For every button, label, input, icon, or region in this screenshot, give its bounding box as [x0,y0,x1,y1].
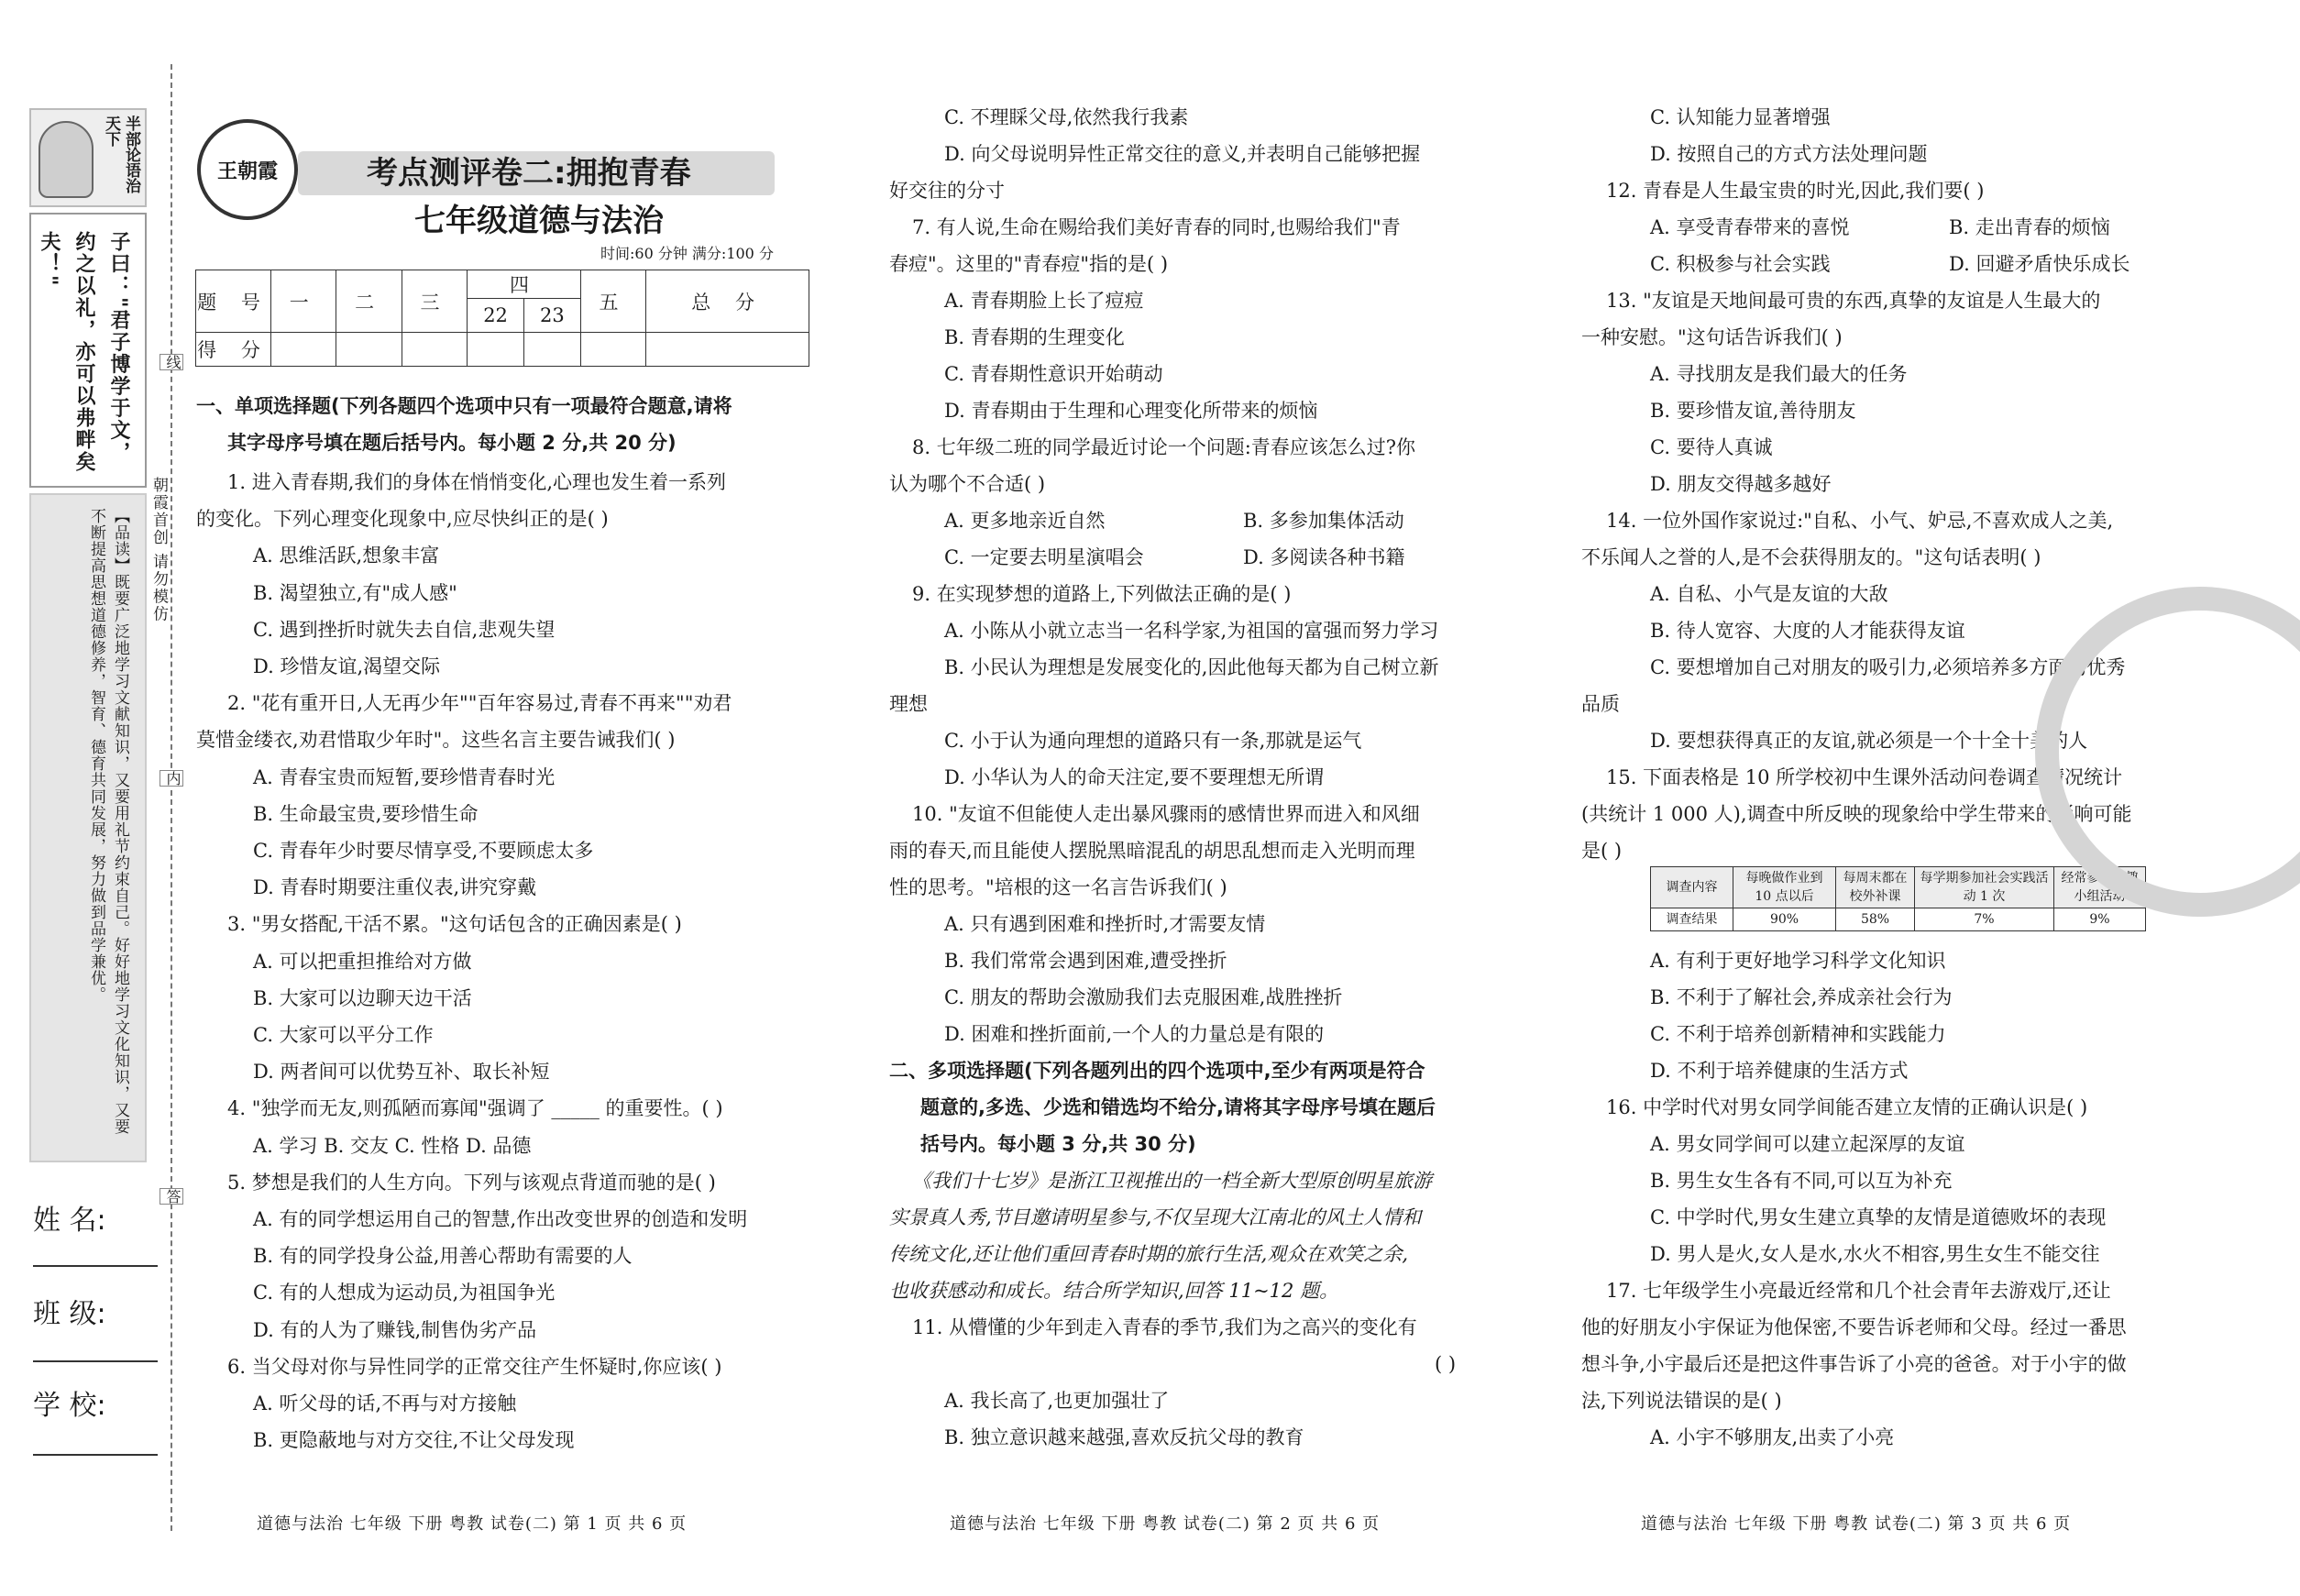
school-field-line[interactable] [33,1454,158,1456]
answer-option: D. 小华认为人的命天注定,要不要理想无所谓 [944,766,1325,788]
question-stem-continued: 春痘"。这里的"青春痘"指的是( ) [889,253,1169,275]
question-stem-continued: 性的思考。"培根的这一名言告诉我们( ) [889,876,1227,898]
score-sub-header: 22 [468,299,524,333]
survey-value: 58% [1836,908,1915,931]
answer-option: A. 我长高了,也更加强壮了 [944,1390,1170,1412]
answer-option: B. 不利于了解社会,养成亲社会行为 [1650,986,1953,1008]
answer-option: D. 有的人为了赚钱,制售伪劣产品 [253,1318,537,1341]
question-stem: 1. 进入青春期,我们的身体在悄悄变化,心理也发生着一系列 [227,471,727,493]
cut-line [171,64,172,1531]
answer-option: A. 自私、小气是友谊的大敌 [1650,583,1888,605]
answer-option: A. 有利于更好地学习科学文化知识 [1650,950,1946,972]
score-cell[interactable] [646,333,809,367]
survey-table [1650,866,2146,931]
answer-option: C. 积极参与社会实践 [1650,253,1831,275]
question-stem-continued: 想斗争,小宇最后还是把这件事告诉了小亮的爸爸。对于小宇的做 [1581,1353,2127,1375]
answer-option: A. 学习 B. 交友 C. 性格 D. 品德 [253,1134,532,1157]
answer-option: B. 男生女生各有不同,可以互为补充 [1650,1170,1953,1192]
survey-row-label: 调查结果 [1651,908,1733,931]
answer-option: C. 大家可以平分工作 [253,1024,434,1046]
score-header-cell: 题 号 [196,270,271,333]
answer-option: D. 青春期由于生理和心理变化所带来的烦恼 [944,400,1318,422]
answer-option: B. 更隐蔽地与对方交往,不让父母发现 [253,1429,575,1452]
score-cell[interactable] [580,333,645,367]
question-stem-continued: 雨的春天,而且能使人摆脱黑暗混乱的胡思乱想而走入光明而理 [889,840,1415,862]
score-header-cell: 二 [336,270,402,333]
survey-value: 7% [1915,908,2054,931]
question-stem: 13. "友谊是天地间最可贵的东西,真挚的友谊是人生最大的 [1606,290,2101,312]
answer-option: D. 青春时期要注重仪表,讲究穿戴 [253,876,537,899]
sidebar-motto-box [29,108,147,207]
answer-option: A. 更多地亲近自然 [944,510,1106,532]
logo-text: 王朝霞 [216,160,278,183]
score-header-cell: 五 [580,270,645,333]
cut-tag-2: 内 [160,770,183,787]
question-stem: 12. 青春是人生最宝贵的时光,因此,我们要( ) [1606,180,1985,202]
cut-tag-3: 答 [160,1188,183,1205]
answer-option: A. 青春期脸上长了痘痘 [944,290,1144,312]
score-cell[interactable] [271,333,336,367]
sidebar-reading-box [29,493,147,1162]
passage-text: 实景真人秀,节目邀请明星参与,不仅呈现大江南北的风土人情和 [889,1206,1422,1228]
section2-heading: 二、多项选择题(下列各题列出的四个选项中,至少有两项是符合 [889,1060,1425,1082]
answer-option: A. 青春宝贵而短暂,要珍惜青春时光 [253,765,556,788]
answer-option: C. 认知能力显著增强 [1650,106,1831,128]
answer-bracket: ( ) [1435,1353,1457,1375]
answer-option: C. 不理睬父母,依然我行我素 [944,106,1189,128]
passage-text: 也收获感动和成长。结合所学知识,回答 11~12 题。 [889,1280,1339,1302]
question-stem: 5. 梦想是我们的人生方向。下列与该观点背道而驰的是( ) [227,1171,716,1194]
score-row-label: 得 分 [196,333,271,367]
question-stem-continued: 品质 [1581,693,1620,715]
score-header-cell: 三 [402,270,467,333]
answer-option: A. 只有遇到困难和挫折时,才需要友情 [944,913,1266,935]
answer-option: C. 不利于培养创新精神和实践能力 [1650,1023,1946,1045]
question-stem-continued: 他的好朋友小宇保证为他保密,不要告诉老师和父母。经过一番思 [1581,1316,2127,1338]
answer-option: B. 独立意识越来越强,喜欢反抗父母的教育 [944,1426,1304,1448]
name-label: 姓 名: [33,1205,106,1237]
answer-option: C. 要想增加自己对朋友的吸引力,必须培养多方面的优秀 [1650,656,2126,678]
answer-option: B. 青春期的生理变化 [944,326,1125,348]
answer-option: A. 寻找朋友是我们最大的任务 [1650,363,1908,385]
section1-heading: 其字母序号填在题后括号内。每小题 2 分,共 20 分) [227,432,677,454]
answer-option: C. 一定要去明星演唱会 [944,546,1144,568]
reading-note: 【品读】既要广泛地学习文献知识，又要用礼节约束自己。好好地学习文化知识，又要不断提高思想道德修养，智育、德育共同发展，努力做到品学兼优。 [87,508,129,1135]
answer-option: B. 要珍惜友谊,善待朋友 [1650,400,1856,422]
answer-option: D. 朋友交得越多越好 [1650,473,1832,495]
answer-option: B. 多参加集体活动 [1243,510,1404,532]
question-stem: 7. 有人说,生命在赐给我们美好青春的同时,也赐给我们"青 [912,216,1401,238]
answer-option: A. 小陈从小就立志当一名科学家,为祖国的富强而努力学习 [944,620,1439,642]
question-stem: 17. 七年级学生小亮最近经常和几个社会青年去游戏厅,还让 [1606,1280,2111,1302]
answer-option: B. 渴望独立,有"成人感" [253,581,457,604]
paper-title: 考点测评卷二:拥抱青春 [367,155,691,192]
passage-text: 传统文化,还让他们重回青春时期的旅行生活,观众在欢笑之余, [889,1243,1409,1265]
section2-heading: 题意的,多选、少选和错选均不给分,请将其字母序号填在题后 [920,1096,1436,1118]
answer-option: B. 我们常常会遇到困难,遭受挫折 [944,950,1227,972]
survey-value: 90% [1733,908,1836,931]
score-header-cell: 一 [271,270,336,333]
copyright-note: 朝霞首创 请勿模仿 [149,477,168,623]
answer-option: B. 走出青春的烦恼 [1949,216,2110,238]
answer-option: A. 听父母的话,不再与对方接触 [253,1392,517,1414]
answer-option: B. 有的同学投身公益,用善心帮助有需要的人 [253,1245,633,1268]
survey-value: 9% [2054,908,2146,931]
section2-heading: 括号内。每小题 3 分,共 30 分) [920,1133,1196,1155]
question-stem-continued: 理想 [889,693,928,715]
answer-option: A. 思维活跃,想象丰富 [253,545,440,567]
question-stem: 2. "花有重开日,人无再少年""百年容易过,青春不再来""劝君 [227,692,732,715]
motto-text: 半部论语治天下 [102,116,140,193]
question-stem: 3. "男女搭配,干活不累。"这句话包含的正确因素是( ) [227,913,682,936]
answer-option: C. 有的人想成为运动员,为祖国争光 [253,1282,556,1304]
question-stem-continued: 是( ) [1581,840,1623,862]
page-footer-1: 道德与法治 七年级 下册 粤教 试卷(二) 第 1 页 共 6 页 [257,1514,688,1534]
answer-option: D. 多阅读各种书籍 [1243,546,1405,568]
page-footer-3: 道德与法治 七年级 下册 粤教 试卷(二) 第 3 页 共 6 页 [1641,1514,2072,1534]
answer-option: C. 中学时代,男女生建立真挚的友情是道德败坏的表现 [1650,1206,2107,1228]
score-table [195,270,809,367]
score-cell[interactable] [336,333,402,367]
question-stem: 4. "独学而无友,则孤陋而寡闻"强调了 _____ 的重要性。( ) [227,1097,723,1120]
question-stem: 15. 下面表格是 10 所学校初中生课外活动问卷调查情况统计 [1606,766,2123,788]
question-stem-continued: 的变化。下列心理变化现象中,应尽快纠正的是( ) [196,508,609,531]
exam-time-info: 时间:60 分钟 满分:100 分 [600,245,774,262]
answer-option: C. 小于认为通向理想的道路只有一条,那就是运气 [944,730,1362,752]
answer-option: D. 按照自己的方式方法处理问题 [1650,143,1928,165]
answer-option: B. 小民认为理想是发展变化的,因此他每天都为自己树立新 [944,656,1439,678]
passage-text: 《我们十七岁》是浙江卫视推出的一档全新大型原创明星旅游 [912,1170,1432,1192]
score-cell[interactable] [468,333,524,367]
survey-header: 每学期参加社会实践活动 1 次 [1915,867,2054,908]
question-stem: 9. 在实现梦想的道路上,下列做法正确的是( ) [912,583,1292,605]
score-cell[interactable] [402,333,467,367]
answer-option: A. 享受青春带来的喜悦 [1650,216,1850,238]
answer-option: A. 可以把重担推给对方做 [253,950,472,973]
answer-option: D. 回避矛盾快乐成长 [1949,253,2130,275]
confucius-quote: 子曰："君子博学于文，约之以礼，亦可以弗畔矣夫！" [38,231,130,473]
question-stem: 10. "友谊不但能使人走出暴风骤雨的感情世界而进入和风细 [912,803,1420,825]
question-stem: 8. 七年级二班的同学最近讨论一个问题:青春应该怎么过?你 [912,436,1416,458]
sidebar-quote-box [29,213,147,488]
answer-option: D. 不利于培养健康的生活方式 [1650,1060,1909,1082]
answer-option: C. 要待人真诚 [1650,436,1773,458]
question-stem: 6. 当父母对你与异性同学的正常交往产生怀疑时,你应该( ) [227,1355,722,1378]
question-stem-continued: (共统计 1 000 人),调查中所反映的现象给中学生带来的影响可能 [1581,803,2132,825]
answer-option: D. 男人是火,女人是水,水火不相容,男生女生不能交往 [1650,1243,2100,1265]
question-stem-continued: 一种安慰。"这句话告诉我们( ) [1581,326,1843,348]
question-stem: 16. 中学时代对男女同学间能否建立友情的正确认识是( ) [1606,1096,2088,1118]
answer-option: C. 青春年少时要尽情享受,不要顾虑太多 [253,840,594,862]
answer-option: A. 有的同学想运用自己的智慧,作出改变世界的创造和发明 [253,1208,748,1230]
answer-option: D. 困难和挫折面前,一个人的力量总是有限的 [944,1023,1325,1045]
question-stem-continued: 认为哪个不合适( ) [889,473,1046,495]
survey-header: 每周末都在校外补课 [1836,867,1915,908]
score-sub-header: 23 [523,299,580,333]
question-stem-continued: 法,下列说法错误的是( ) [1581,1390,1782,1412]
brand-logo [197,119,298,220]
class-label: 班 级: [33,1298,106,1330]
survey-header: 经常参加兴趣小组活动 [2054,867,2146,908]
question-stem: 14. 一位外国作家说过:"自私、小气、妒忌,不喜欢成人之美, [1606,510,2114,532]
answer-option: D. 向父母说明异性正常交往的意义,并表明自己能够把握 [944,143,1421,165]
question-stem-continued: 好交往的分寸 [889,180,1005,202]
section1-heading: 一、单项选择题(下列各题四个选项中只有一项最符合题意,请将 [196,395,732,417]
answer-option: A. 小宇不够朋友,出卖了小亮 [1650,1426,1895,1448]
survey-header: 调查内容 [1651,867,1733,908]
cartoon-figure-icon [39,121,94,198]
answer-option: D. 要想获得真正的友谊,就必须是一个十全十美的人 [1650,730,2088,752]
answer-option: B. 大家可以边聊天边干活 [253,986,472,1009]
question-stem: 11. 从懵懂的少年到走入青春的季节,我们为之高兴的变化有 [912,1316,1417,1338]
score-header-cell: 总 分 [646,270,809,333]
page-footer-2: 道德与法治 七年级 下册 粤教 试卷(二) 第 2 页 共 6 页 [950,1514,1381,1534]
name-field-line[interactable] [33,1265,158,1267]
survey-header: 每晚做作业到 10 点以后 [1733,867,1836,908]
answer-option: C. 青春期性意识开始萌动 [944,363,1163,385]
score-cell[interactable] [523,333,580,367]
school-label: 学 校: [33,1390,106,1422]
question-stem-continued: 不乐闻人之誉的人,是不会获得朋友的。"这句话表明( ) [1581,546,2041,568]
class-field-line[interactable] [33,1360,158,1362]
paper-subtitle: 七年级道德与法治 [414,203,664,239]
cut-tag-1: 线 [160,354,183,370]
answer-option: B. 生命最宝贵,要珍惜生命 [253,802,479,825]
answer-option: C. 朋友的帮助会激励我们去克服困难,战胜挫折 [944,986,1343,1008]
question-stem-continued: 莫惜金缕衣,劝君惜取少年时"。这些名言主要告诫我们( ) [196,729,676,752]
answer-option: A. 男女同学间可以建立起深厚的友谊 [1650,1133,1965,1155]
answer-option: B. 待人宽容、大度的人才能获得友谊 [1650,620,1965,642]
score-header-cell: 四 [468,270,581,299]
answer-option: D. 珍惜友谊,渴望交际 [253,655,441,677]
answer-option: D. 两者间可以优势互补、取长补短 [253,1061,550,1084]
answer-option: C. 遇到挫折时就失去自信,悲观失望 [253,618,556,641]
